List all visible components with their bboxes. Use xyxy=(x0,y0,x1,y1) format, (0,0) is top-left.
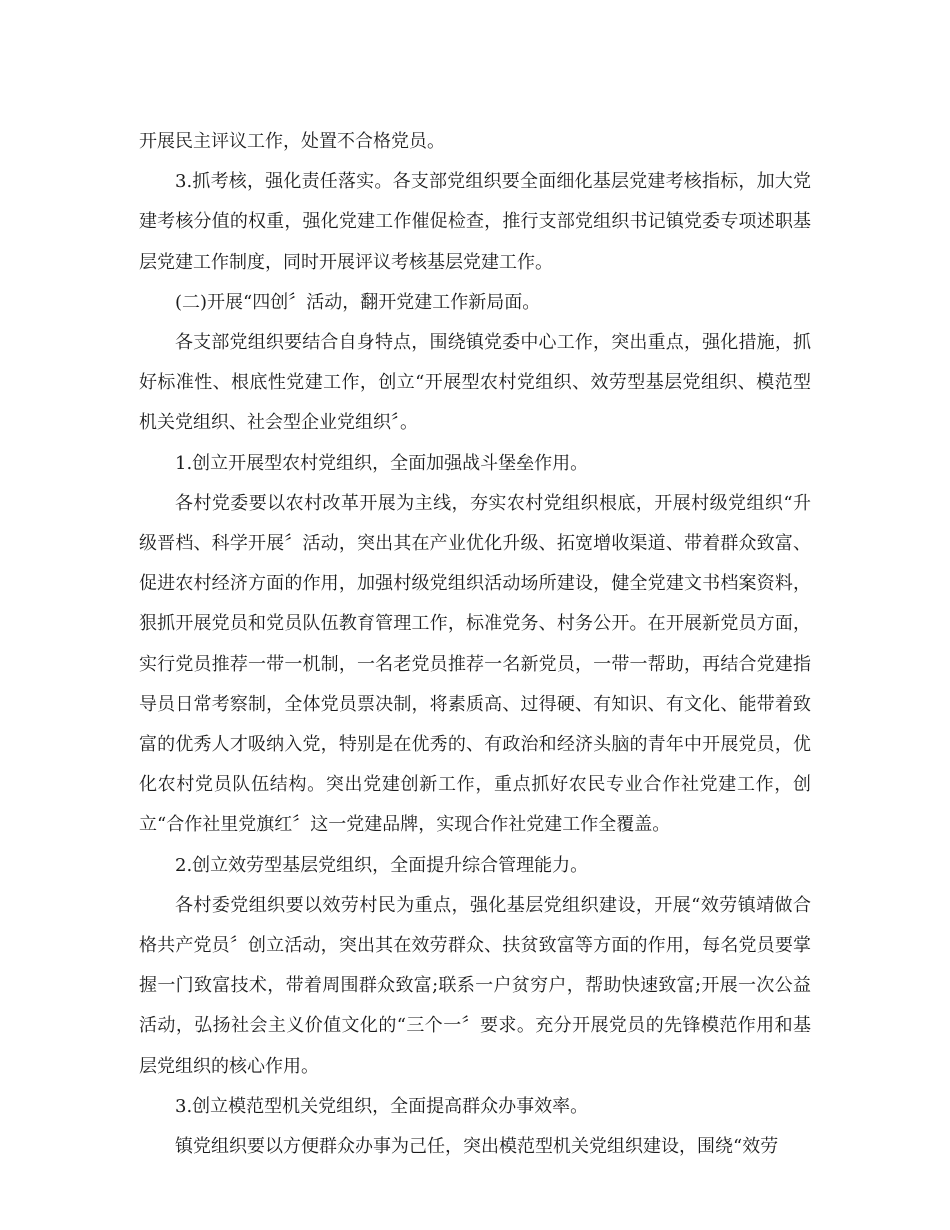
paragraph-four-creations-intro: 各支部党组织要结合自身特点，围绕镇党委中心工作，突出重点，强化措施，抓好标准性、根底性党建工作，创立“开展型农村党组织、效劳型基层党组织、模范型机关党组织、社会型企业党组织〞。 xyxy=(139,332,811,434)
subheading-model-agency-organization: 3.创立模范型机关党组织，全面提高群众办事效率。 xyxy=(175,1095,589,1117)
paragraph-service-party-organization: 各村委党组织要以效劳村民为重点，强化基层党组织建设，开展“效劳镇靖做合格共产党员〞创立活动，突出其在效劳群众、扶贫致富等方面的作用，每名党员要掌握一门致富技术，带着周围群众致富;联系一户贫穷户，帮助快速致富;开展一次公益活动，弘扬社会主义价值文化的“三个一〞要求。充分开展党员的先锋模范作用和基层党组织的核心作用。 xyxy=(139,894,811,1077)
paragraph-rural-party-organization: 各村党委要以农村改革开展为主线，夯实农村党组织根底，开展村级党组织“升级晋档、科学开展〞活动，突出其在产业优化升级、拓宽增收渠道、带着群众致富、促进农村经济方面的作用，加强村级党组织活动场所建设，健全党建文书档案资料，狠抓开展党员和党员队伍教育管理工作，标准党务、村务公开。在开展新党员方面，实行党员推荐一带一机制，一名老党员推荐一名新党员，一带一帮助，再结合党建指导员日常考察制，全体党员票决制，将素质高、过得硬、有知识、有文化、能带着致富的优秀人才吸纳入党，特别是在优秀的、有政治和经济头脑的青年中开展党员，优化农村党员队伍结构。突出党建创新工作，重点抓好农民专业合作社党建工作，创立“合作社里党旗红〞这一党建品牌，实现合作社党建工作全覆盖。 xyxy=(139,492,811,836)
paragraph-model-agency-organization: 镇党组织要以方便群众办事为己任，突出模范型机关党组织建设，围绕“效劳 xyxy=(175,1136,779,1158)
paragraph-continuation: 开展民主评议工作，处置不合格党员。 xyxy=(139,131,445,152)
subheading-rural-party-organization: 1.创立开展型农村党组织，全面加强战斗堡垒作用。 xyxy=(175,452,589,474)
section-heading-four-creations: (二)开展“四创〞活动，翻开党建工作新局面。 xyxy=(175,291,541,313)
paragraph-assessment: 3.抓考核，强化责任落实。各支部党组织要全面细化基层党建考核指标，加大党建考核分值的权重，强化党建工作催促检查，推行支部党组织书记镇党委专项述职基层党建工作制度，同时开展评议考核基层党建工作。 xyxy=(139,171,811,273)
subheading-service-party-organization: 2.创立效劳型基层党组织，全面提升综合管理能力。 xyxy=(175,854,589,876)
document-body xyxy=(139,122,811,1167)
